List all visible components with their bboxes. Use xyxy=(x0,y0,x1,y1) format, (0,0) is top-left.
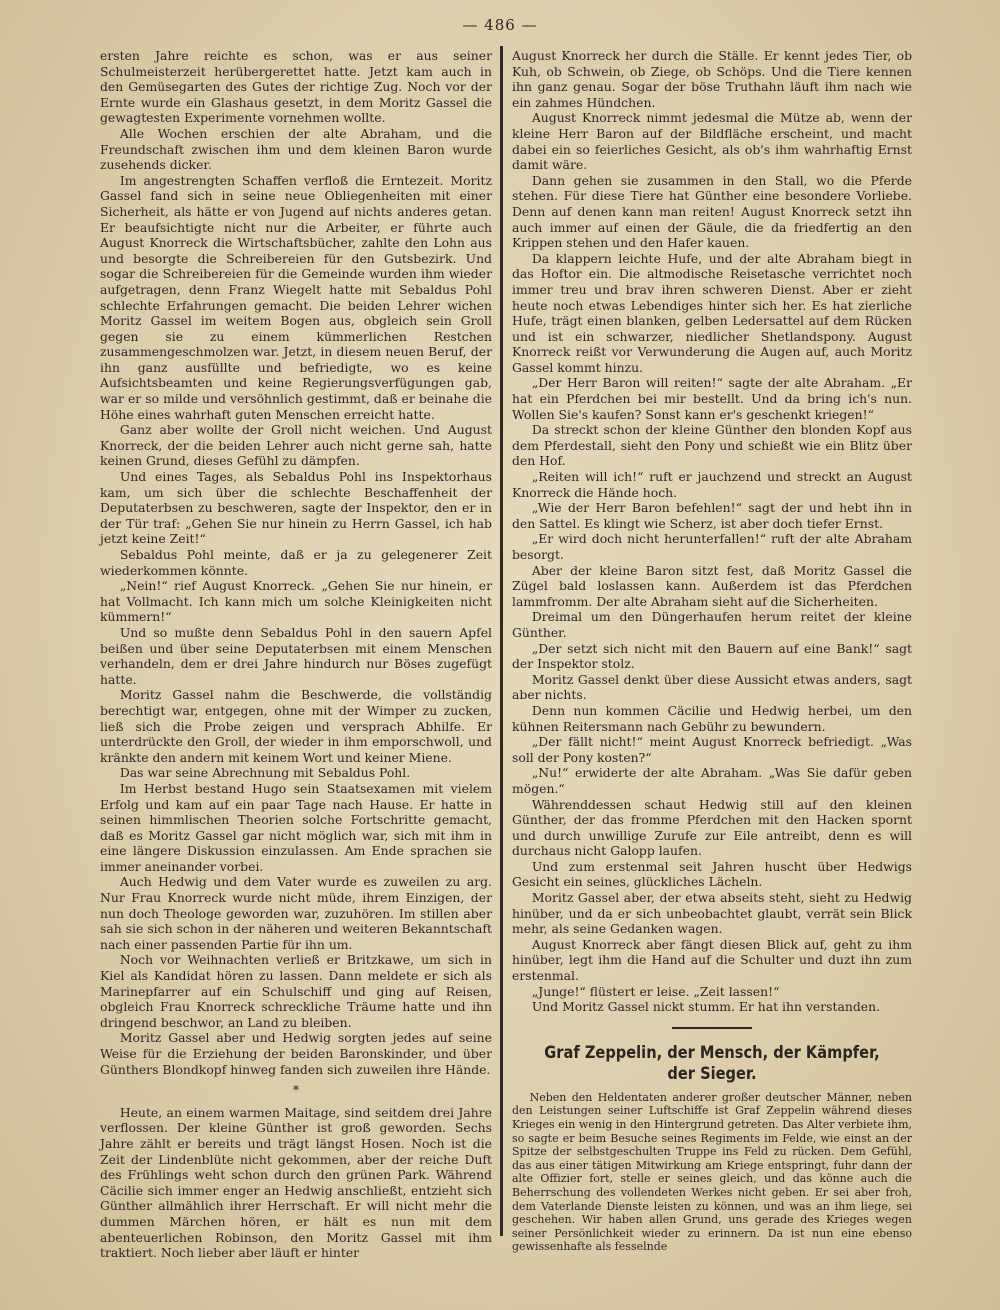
paragraph: August Knorreck nimmt jedesmal die Mütze ab, wenn der kleine Herr Baron auf der Bildfläche erscheint, und macht dabei ein so feierliches Gesicht, als ob's ihm wahrhaftig Ernst damit wäre. xyxy=(512,110,912,173)
paragraph: Und zum erstenmal seit Jahren huscht über Hedwigs Gesicht ein seines, glückliches Lächeln. xyxy=(512,858,912,890)
paragraph: August Knorreck her durch die Ställe. Er kennt jedes Tier, ob Kuh, ob Schwein, ob Ziege, ob Schöps. Und die Tiere kennen ihn ganz genau. Sogar der böse Truthahn läuft ihm nach wie ein zahmes Hündchen. xyxy=(512,48,912,110)
paragraph: Und eines Tages, als Sebaldus Pohl ins Inspektorhaus kam, um sich über die schlechte Beschaffenheit der Deputaterbsen zu beschweren, sagte der Inspektor, den er in der Tür traf: „Gehen Sie nur hinein zu Herrn Gassel, ich hab jetzt keine Zeit!“ xyxy=(100,469,492,547)
paragraph: ersten Jahre reichte es schon, was er aus seiner Schulmeisterzeit herübergerettet hatte. Jetzt kam auch in den Gemüsegarten des Gutes der richtige Zug. Noch vor der Ernte wurde ein Glashaus gesetzt, in dem Moritz Gassel die gewagtesten Experimente vornehmen wollte. xyxy=(100,48,492,126)
paragraph: „Der Herr Baron will reiten!“ sagte der alte Abraham. „Er hat ein Pferdchen bei mir bestellt. Und da bring ich's nun. Wollen Sie's kaufen? Sonst kann er's geschenkt kriegen!“ xyxy=(512,375,912,422)
paragraph: Dreimal um den Düngerhaufen herum reitet der kleine Günther. xyxy=(512,609,912,640)
paragraph: „Wie der Herr Baron befehlen!“ sagt der und hebt ihn in den Sattel. Es klingt wie Scherz, ist aber doch tiefer Ernst. xyxy=(512,500,912,531)
paragraph: Noch vor Weihnachten verließ er Britzkawe, um sich in Kiel als Kandidat hören zu lassen. Dann meldete er sich als Marinepfarrer auf ein Schulschiff und ging auf Reisen, obgleich Frau Knorreck schreckliche Träume hatte und ihn dringend beschwor, an Land zu bleiben. xyxy=(100,952,492,1030)
paragraph: Sebaldus Pohl meinte, daß er ja zu gelegenerer Zeit wiederkommen könnte. xyxy=(100,547,492,578)
paragraph: Moritz Gassel nahm die Beschwerde, die vollständig berechtigt war, entgegen, ohne mit der Wimper zu zucken, ließ sich die Probe zeigen und versprach Abhilfe. Er unterdrückte den Groll, der wieder in ihm emporschwoll, und kränkte den andern mit keinem Wort und keiner Miene. xyxy=(100,687,492,765)
paragraph: Da klappern leichte Hufe, und der alte Abraham biegt in das Hoftor ein. Die altmodische Reisetasche verrichtet noch immer treu und brav ihren schweren Dienst. Aber er zieht heute noch etwas Lebendiges hinter sich her. Es hat zierliche Hufe, trägt einen blanken, gelben Ledersattel auf dem Rücken und ist ein schwarzer, niedlicher Shetlandspony. August Knorreck reißt vor Verwunderung die Augen auf, auch Moritz Gassel kommt hinzu. xyxy=(512,250,912,375)
paragraph: „Der setzt sich nicht mit den Bauern auf eine Bank!“ sagt der Inspektor stolz. xyxy=(512,640,912,672)
paragraph: Das war seine Abrechnung mit Sebaldus Pohl. xyxy=(119,765,411,781)
zeppelin-article xyxy=(512,1043,912,1254)
paragraph: Ganz aber wollte der Groll nicht weichen. Und August Knorreck, der die beiden Lehrer auch nicht gerne sah, hatte keinen Grund, dieses Gefühl zu dämpfen. xyxy=(100,422,492,469)
page-number: — 486 — xyxy=(462,16,538,34)
paragraph: „Junge!“ flüstert er leise. „Zeit lassen!“ xyxy=(531,983,780,999)
story-end-rule xyxy=(672,1027,752,1029)
right-column xyxy=(512,48,912,1254)
headline-line: der Sieger. xyxy=(667,1063,757,1084)
paragraph: August Knorreck aber fängt diesen Blick auf, geht zu ihm hinüber, legt ihm die Hand auf die Schulter und duzt ihn zum erstenmal. xyxy=(512,936,912,984)
paragraph: Denn nun kommen Cäcilie und Hedwig herbei, um den kühnen Reitersmann nach Gebühr zu bewundern. xyxy=(512,702,912,734)
paragraph: Auch Hedwig und dem Vater wurde es zuweilen zu arg. Nur Frau Knorreck wurde nicht müde, ihrem Einzigen, der nun doch Theologe geworden war, zuzuhören. Im stillen aber sah sie sich schon in der näheren und weiteren Bekanntschaft nach einer passenden Partie für ihn um. xyxy=(100,874,492,952)
paragraph: Moritz Gassel aber, der etwa abseits steht, sieht zu Hedwig hinüber, und da er sich unbeobachtet glaubt, verrät sein Blick mehr, als seine Gedanken wagen. xyxy=(512,890,912,937)
column-divider xyxy=(500,46,503,1236)
paragraph: „Nein!“ rief August Knorreck. „Gehen Sie nur hinein, er hat Vollmacht. Ich kann mich um solche Kleinigkeiten nicht kümmern!“ xyxy=(100,578,492,625)
paragraph: Und Moritz Gassel nickt stumm. Er hat ihn verstanden. xyxy=(531,999,881,1015)
section-break: * xyxy=(293,1083,299,1098)
paragraph: „Nu!“ erwiderte der alte Abraham. „Was Sie dafür geben mögen.“ xyxy=(512,765,912,796)
article-headline xyxy=(540,1043,884,1085)
paragraph: Moritz Gassel denkt über diese Aussicht etwas anders, sagt aber nichts. xyxy=(512,671,912,703)
paragraph: Aber der kleine Baron sitzt fest, daß Moritz Gassel die Zügel bald loslassen kann. Außerdem ist das Pferdchen lammfromm. Der alte Abraham sieht auf die Sicherheiten. xyxy=(512,562,912,609)
paragraph: „Er wird doch nicht herunterfallen!“ ruft der alte Abraham besorgt. xyxy=(512,531,912,562)
left-column xyxy=(100,48,492,1261)
paragraph: Heute, an einem warmen Maitage, sind seitdem drei Jahre verflossen. Der kleine Günther ist groß geworden. Sechs Jahre zählt er bereits und trägt längst Hosen. Noch ist die Zeit der Lindenblüte nicht gekommen, aber der reiche Duft des Frühlings weht schon durch den grünen Park. Während Cäcilie sich immer enger an Hedwig anschließt, entzieht sich Günther allmählich ihrer Herrschaft. Er will nicht mehr die dummen Märchen hören, er hält es nun mit dem abenteuerlichen Robinson, den Moritz Gassel mit ihm traktiert. Noch lieber aber läuft er hinter xyxy=(100,1104,492,1261)
paragraph: Moritz Gassel aber und Hedwig sorgten jedes auf seine Weise für die Erziehung der beiden Baronskinder, und über Günthers Blondkopf hinweg fanden sich zuweilen ihre Hände. xyxy=(100,1030,492,1077)
paragraph: Im Herbst bestand Hugo sein Staatsexamen mit vielem Erfolg und kam auf ein paar Tage nach Hause. Er hatte in seinen himmlischen Theorien solche Fortschritte gemacht, daß es Moritz Gassel gar nicht möglich war, sich mit ihm in eine längere Diskussion einzulassen. Am Ende sprachen sie immer aneinander vorbei. xyxy=(100,780,492,874)
paragraph: Da streckt schon der kleine Günther den blonden Kopf aus dem Pferdestall, sieht den Pony und schießt wie ein Blitz über den Hof. xyxy=(512,422,912,469)
paragraph: Im angestrengten Schaffen verfloß die Erntezeit. Moritz Gassel fand sich in seine neue Obliegenheiten mit einer Sicherheit, als hätte er von Jugend auf nichts anderes getan. Er beaufsichtigte nicht nur die Arbeiter, er führte auch August Knorreck die Wirtschaftsbücher, zahlte den Lohn aus und besorgte die Schreibereien für den Gutsbezirk. Und sogar die Schreibereien für die Gemeinde wurden ihm wieder aufgetragen, denn Franz Wiegelt hatte mit Sebaldus Pohl schlechte Erfahrungen gemacht. Die beiden Lehrer wichen Moritz Gassel im weitem Bogen aus, obgleich sein Groll gegen sie zu einem kümmerlichen Restchen zusammengeschmolzen war. Jetzt, in diesem neuen Beruf, der ihn ganz ausfüllte und befriedigte, wo es keine Aufsichtsbeamten und keine Regierungsverfügungen gab, war er so milde und versöhnlich gestimmt, daß er beinahe die Höhe eines wahrhaft guten Menschen erreicht hatte. xyxy=(100,172,492,422)
headline-line: Graf Zeppelin, der Mensch, der Kämpfer, xyxy=(544,1042,880,1063)
paragraph: Dann gehen sie zusammen in den Stall, wo die Pferde stehen. Für diese Tiere hat Günther eine besondere Vorliebe. Denn auf denen kann man reiten! August Knorreck setzt ihn auch immer auf einen der Gäule, die da friedfertig an den Krippen stehen und den Hafer kauen. xyxy=(512,172,912,251)
article-body: Neben den Heldentaten anderer großer deutscher Männer, neben den Leistungen seiner Luftschiffe ist Graf Zeppelin während dieses Krieges ein wenig in den Hintergrund getreten. Das Alter verbiete ihm, so sagte er beim Besuche seines Regiments im Felde, wie einst an der Spitze der selbstgeschulten Truppe ins Feld zu rücken. Dem Gefühl, das aus einer tätigen Mitwirkung am Kriege entspringt, fuhr dann der alte Offizier fort, stelle er seines gleich, und das könne auch die Beherrschung des vollendeten Werkes nicht geben. Er sei aber froh, dem Vaterlande Dienste leisten zu können, und was an ihm liege, sei geschehen. Wir haben allen Grund, uns gerade des Krieges wegen seiner Persönlichkeit wieder zu erinnern. Da ist nun eine ebenso gewissenhafte als fesselnde xyxy=(512,1090,912,1254)
paragraph: Alle Wochen erschien der alte Abraham, und die Freundschaft zwischen ihm und dem kleinen Baron wurde zusehends dicker. xyxy=(100,125,492,173)
paragraph: „Der fällt nicht!“ meint August Knorreck befriedigt. „Was soll der Pony kosten?“ xyxy=(512,734,912,765)
paragraph: Währenddessen schaut Hedwig still auf den kleinen Günther, der das fromme Pferdchen mit den Hacken spornt und durch unwillige Zurufe zur Eile antreibt, denn es will durchaus nicht Galopp laufen. xyxy=(512,796,912,859)
paragraph: Und so mußte denn Sebaldus Pohl in den sauern Apfel beißen und über seine Deputaterbsen mit einem Menschen verhandeln, dem er drei Jahre hindurch nur Böses zugefügt hatte. xyxy=(100,624,492,687)
paragraph: „Reiten will ich!“ ruft er jauchzend und streckt an August Knorreck die Hände hoch. xyxy=(512,469,912,500)
